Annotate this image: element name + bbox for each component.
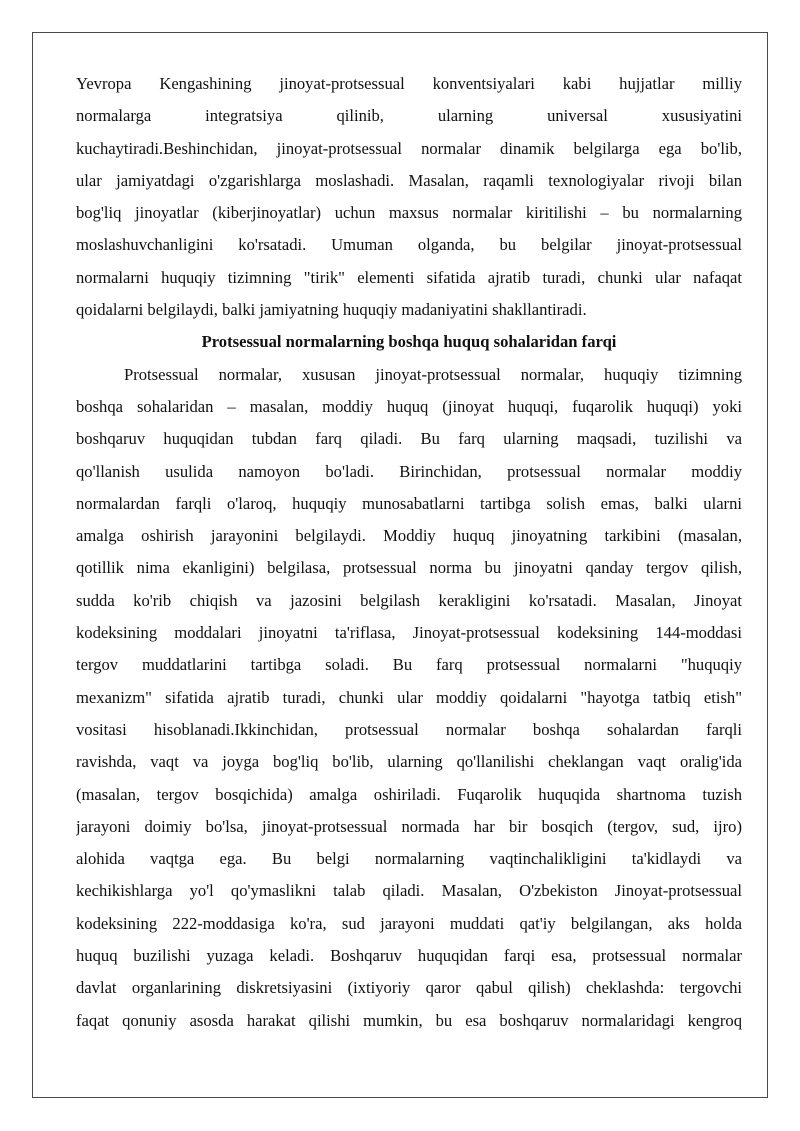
- text-line: huquq buzilishi yuzaga keladi. Boshqaruv huquqidan farqi esa, protsessual normalar: [76, 946, 742, 966]
- text-line: moslashuvchanligini ko'rsatadi. Umuman olganda, bu belgilar jinoyat-protsessual: [76, 235, 742, 255]
- text-line: ravishda, vaqt va joyga bog'liq bo'lib, ularning qo'llanilishi cheklangan vaqt oralig'ida: [76, 752, 742, 772]
- text-line: normalarga integratsiya qilinib, ularning universal xususiyatini: [76, 106, 742, 126]
- paragraph-1: [76, 68, 742, 326]
- text-line: kechikishlarga yo'l qo'ymaslikni talab qiladi. Masalan, O'zbekiston Jinoyat-protsessual: [76, 881, 742, 901]
- text-line: (masalan, tergov bosqichida) amalga oshiriladi. Fuqarolik huquqida shartnoma tuzish: [76, 784, 742, 804]
- text-line: davlat organlarining diskretsiyasini (ixtiyoriy qaror qabul qilish) cheklashda: tergovchi: [76, 978, 742, 998]
- text-line: Protsessual normalar, xususan jinoyat-protsessual normalar, huquqiy tizimning: [124, 364, 742, 384]
- text-line: amalga oshirish jarayonini belgilaydi. Moddiy huquq jinoyatning tarkibini (masalan,: [76, 526, 742, 546]
- text-line: kodeksining moddalari jinoyatni ta'riflasa, Jinoyat-protsessual kodeksining 144-moddasi: [76, 623, 742, 643]
- text-line: sudda ko'rib chiqish va jazosini belgilash kerakligini ko'rsatadi. Masalan, Jinoyat: [76, 590, 742, 610]
- text-line: qoidalarni belgilaydi, balki jamiyatning huquqiy madaniyatini shakllantiradi.: [76, 300, 587, 320]
- text-line: faqat qonuniy asosda harakat qilishi mumkin, bu esa boshqaruv normalaridagi kengroq: [76, 1010, 742, 1030]
- text-line: kuchaytiradi.Beshinchidan, jinoyat-protsessual normalar dinamik belgilarga ega bo'lib,: [76, 138, 742, 158]
- paragraph-2: [76, 359, 742, 1037]
- section-heading: Protsessual normalarning boshqa huquq sohalaridan farqi: [201, 332, 617, 352]
- text-line: qotillik nima ekanligini) belgilasa, protsessual norma bu jinoyatni qanday tergov qilish,: [76, 558, 742, 578]
- text-line: boshqaruv huquqidan tubdan farq qiladi. Bu farq ularning maqsadi, tuzilishi va: [76, 429, 742, 449]
- text-line: qo'llanish usulida namoyon bo'ladi. Birinchidan, protsessual normalar moddiy: [76, 461, 742, 481]
- document-body: [76, 68, 742, 1037]
- text-line: normalardan farqli o'laroq, huquqiy munosabatlarni tartibga solish emas, balki ularni: [76, 493, 742, 513]
- text-line: kodeksining 222-moddasiga ko'ra, sud jarayoni muddati qat'iy belgilangan, aks holda: [76, 913, 742, 933]
- text-line: normalarni huquqiy tizimning "tirik" elementi sifatida ajratib turadi, chunki ular nafaqat: [76, 267, 742, 287]
- text-line: alohida vaqtga ega. Bu belgi normalarning vaqtinchalikligini ta'kidlaydi va: [76, 849, 742, 869]
- text-line: vositasi hisoblanadi.Ikkinchidan, protsessual normalar boshqa sohalardan farqli: [76, 719, 742, 739]
- text-line: jarayoni doimiy bo'lsa, jinoyat-protsessual normada har bir bosqich (tergov, sud, ijro): [76, 816, 742, 836]
- text-line: ular jamiyatdagi o'zgarishlarga moslashadi. Masalan, raqamli texnologiyalar rivoji bilan: [76, 170, 742, 190]
- text-line: Yevropa Kengashining jinoyat-protsessual konventsiyalari kabi hujjatlar milliy: [76, 74, 742, 93]
- text-line: boshqa sohalaridan – masalan, moddiy huquq (jinoyat huquqi, fuqarolik huquqi) yoki: [76, 396, 742, 416]
- text-line: tergov muddatlarini tartibga soladi. Bu farq protsessual normalarni "huquqiy: [76, 655, 742, 675]
- text-line: mexanizm" sifatida ajratib turadi, chunki ular moddiy qoidalarni "hayotga tatbiq etish": [76, 687, 742, 707]
- text-line: bog'liq jinoyatlar (kiberjinoyatlar) uchun maxsus normalar kiritilishi – bu normalarning: [76, 203, 742, 223]
